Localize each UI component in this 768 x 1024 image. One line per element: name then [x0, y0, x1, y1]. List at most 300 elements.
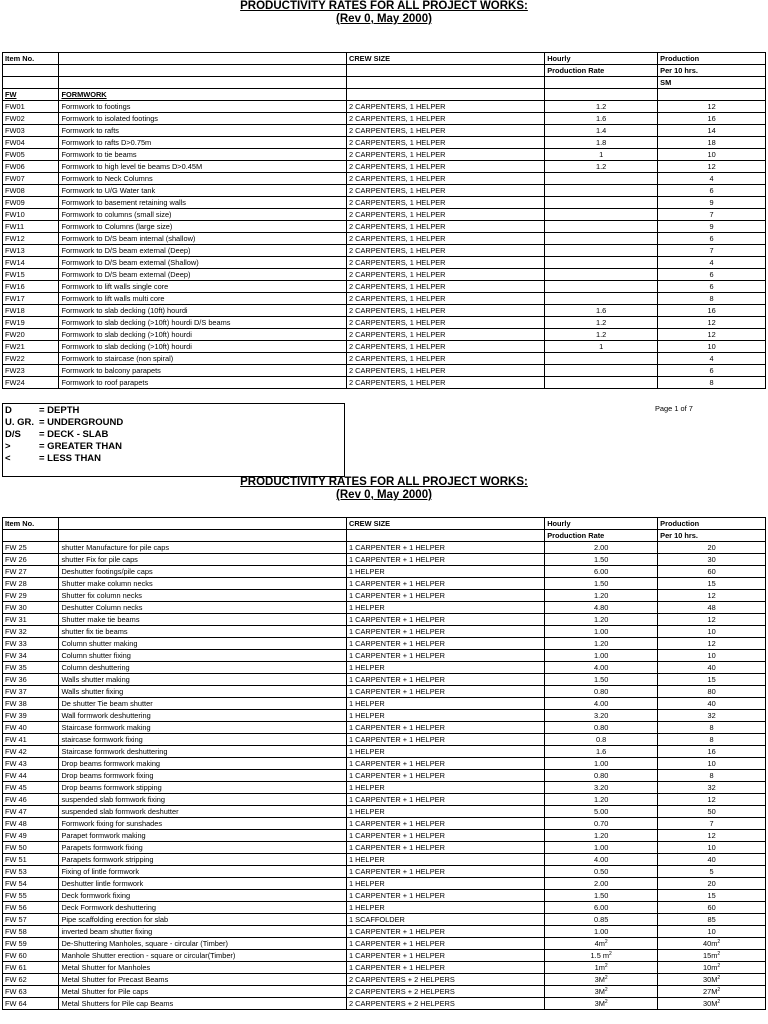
description: De shutter Tie beam shutter — [59, 698, 347, 710]
item-number: FW 45 — [3, 782, 59, 794]
item-number: FW 26 — [3, 554, 59, 566]
crew-size: 2 CARPENTERS, 1 HELPER — [347, 125, 545, 137]
crew-size: 1 CARPENTER + 1 HELPER — [347, 626, 545, 638]
production-per-10-hrs: 16 — [658, 305, 766, 317]
item-number: FW 33 — [3, 638, 59, 650]
table-row — [3, 902, 766, 914]
crew-size: 2 CARPENTERS, 1 HELPER — [347, 137, 545, 149]
description: Drop beams formwork fixing — [59, 770, 347, 782]
production-per-10-hrs: $30M^2$ — [658, 998, 766, 1010]
item-number: FW03 — [3, 125, 59, 137]
hourly-rate — [545, 293, 658, 305]
hourly-rate — [545, 377, 658, 389]
item-number: FW 30 — [3, 602, 59, 614]
item-number: FW01 — [3, 101, 59, 113]
item-number: FW 42 — [3, 746, 59, 758]
description: Formwork to D/S beam internal (shallow) — [59, 233, 347, 245]
table-row — [3, 590, 766, 602]
table-row — [3, 377, 766, 389]
legend-meaning: = LESS THAN — [39, 453, 102, 464]
hourly-rate: 1.00 — [545, 626, 658, 638]
table-row — [3, 293, 766, 305]
description: Formwork to staircase (non spiral) — [59, 353, 347, 365]
table-row — [3, 173, 766, 185]
legend-meaning: = DECK - SLAB — [39, 429, 109, 440]
description: inverted beam shutter fixing — [59, 926, 347, 938]
table-row — [3, 686, 766, 698]
production-per-10-hrs: 9 — [658, 221, 766, 233]
production-per-10-hrs: 12 — [658, 614, 766, 626]
description: Formwork to balcony parapets — [59, 365, 347, 377]
production-per-10-hrs: 6 — [658, 233, 766, 245]
crew-size: 1 HELPER — [347, 854, 545, 866]
description: Formwork fixing for sunshades — [59, 818, 347, 830]
description: Parapets formwork fixing — [59, 842, 347, 854]
item-number: FW 48 — [3, 818, 59, 830]
hourly-rate: $4m^2$ — [545, 938, 658, 950]
crew-size: 1 CARPENTER + 1 HELPER — [347, 926, 545, 938]
production-per-10-hrs: 7 — [658, 209, 766, 221]
crew-size: 1 CARPENTER + 1 HELPER — [347, 830, 545, 842]
table-row — [3, 329, 766, 341]
document-revision: (Rev 0, May 2000) — [336, 13, 432, 25]
item-number: FW 25 — [3, 542, 59, 554]
crew-size: 1 HELPER — [347, 902, 545, 914]
hourly-rate — [545, 197, 658, 209]
item-number: FW 43 — [3, 758, 59, 770]
description: Drop beams formwork making — [59, 758, 347, 770]
hourly-rate — [545, 209, 658, 221]
hourly-rate: 1 — [545, 149, 658, 161]
description: Drop beams formwork stipping — [59, 782, 347, 794]
description: Deshutter footings/pile caps — [59, 566, 347, 578]
description: Manhole Shutter erection - square or circular(Timber) — [59, 950, 347, 962]
legend-entry — [5, 441, 122, 452]
crew-size: 2 CARPENTERS, 1 HELPER — [347, 209, 545, 221]
item-number: FW 57 — [3, 914, 59, 926]
description: Formwork to slab decking (>10ft) hourdi — [59, 329, 347, 341]
hourly-rate: 1.2 — [545, 329, 658, 341]
description: Shutter make column necks — [59, 578, 347, 590]
production-per-10-hrs: $27M^2$ — [658, 986, 766, 998]
hourly-rate: 0.80 — [545, 686, 658, 698]
item-number: FW19 — [3, 317, 59, 329]
item-number: FW 27 — [3, 566, 59, 578]
description: Walls shutter making — [59, 674, 347, 686]
description: Metal Shutter for Precast Beams — [59, 974, 347, 986]
table-row — [3, 830, 766, 842]
hourly-rate: 1.5 $m^2$ — [545, 950, 658, 962]
production-per-10-hrs: $15m^2$ — [658, 950, 766, 962]
hourly-rate — [545, 365, 658, 377]
hourly-rate — [545, 245, 658, 257]
table-row — [3, 986, 766, 998]
description: Column shutter fixing — [59, 650, 347, 662]
section-row — [3, 89, 766, 101]
crew-size: 1 CARPENTER + 1 HELPER — [347, 674, 545, 686]
header-item-no: Item No. — [3, 53, 59, 65]
crew-size: 2 CARPENTERS, 1 HELPER — [347, 353, 545, 365]
production-per-10-hrs: 60 — [658, 566, 766, 578]
section-name: FORMWORK — [59, 89, 347, 101]
crew-size: 1 CARPENTER + 1 HELPER — [347, 686, 545, 698]
item-number: FW 29 — [3, 590, 59, 602]
table-row — [3, 161, 766, 173]
hourly-rate: 1.20 — [545, 830, 658, 842]
table-row — [3, 197, 766, 209]
production-per-10-hrs: 8 — [658, 770, 766, 782]
production-per-10-hrs: 48 — [658, 602, 766, 614]
hourly-rate — [545, 173, 658, 185]
crew-size: 1 HELPER — [347, 698, 545, 710]
crew-size: 2 CARPENTERS, 1 HELPER — [347, 341, 545, 353]
legend-meaning: = DEPTH — [39, 405, 80, 416]
description: Deshutter Column necks — [59, 602, 347, 614]
production-per-10-hrs: 4 — [658, 173, 766, 185]
production-per-10-hrs: 14 — [658, 125, 766, 137]
description: Formwork to D/S beam external (Deep) — [59, 269, 347, 281]
production-per-10-hrs: 18 — [658, 137, 766, 149]
table-row — [3, 281, 766, 293]
hourly-rate: $3M^2$ — [545, 986, 658, 998]
table-row — [3, 794, 766, 806]
header-row — [3, 530, 766, 542]
productivity-table-page-2 — [2, 517, 766, 1010]
item-number: FW11 — [3, 221, 59, 233]
description: Formwork to basement retaining walls — [59, 197, 347, 209]
item-number: FW 47 — [3, 806, 59, 818]
production-per-10-hrs: 10 — [658, 149, 766, 161]
description: Formwork to rafts D>0.75m — [59, 137, 347, 149]
hourly-rate: 1.20 — [545, 794, 658, 806]
header-production: Production — [658, 53, 766, 65]
document-title: PRODUCTIVITY RATES FOR ALL PROJECT WORKS: — [240, 476, 528, 488]
table-row — [3, 578, 766, 590]
hourly-rate: 0.70 — [545, 818, 658, 830]
page-title-2 — [0, 476, 768, 502]
production-per-10-hrs: 12 — [658, 329, 766, 341]
production-per-10-hrs: 12 — [658, 317, 766, 329]
crew-size: 1 HELPER — [347, 710, 545, 722]
production-per-10-hrs: 10 — [658, 842, 766, 854]
production-per-10-hrs: 60 — [658, 902, 766, 914]
table-row — [3, 233, 766, 245]
crew-size: 2 CARPENTERS, 1 HELPER — [347, 113, 545, 125]
table-row — [3, 698, 766, 710]
table-row — [3, 257, 766, 269]
item-number: FW 28 — [3, 578, 59, 590]
crew-size: 2 CARPENTERS, 1 HELPER — [347, 377, 545, 389]
production-per-10-hrs: 5 — [658, 866, 766, 878]
crew-size: 1 HELPER — [347, 806, 545, 818]
item-number: FW05 — [3, 149, 59, 161]
item-number: FW14 — [3, 257, 59, 269]
crew-size: 1 CARPENTER + 1 HELPER — [347, 758, 545, 770]
description: Staircase formwork making — [59, 722, 347, 734]
item-number: FW 34 — [3, 650, 59, 662]
hourly-rate: 1.4 — [545, 125, 658, 137]
table-row — [3, 914, 766, 926]
production-per-10-hrs: 4 — [658, 257, 766, 269]
production-per-10-hrs: 12 — [658, 590, 766, 602]
production-per-10-hrs: 7 — [658, 818, 766, 830]
page-title-1 — [0, 0, 768, 26]
item-number: FW10 — [3, 209, 59, 221]
production-per-10-hrs: 40 — [658, 698, 766, 710]
hourly-rate: 4.00 — [545, 698, 658, 710]
table-row — [3, 806, 766, 818]
description: Formwork to U/G Water tank — [59, 185, 347, 197]
crew-size: 2 CARPENTERS, 1 HELPER — [347, 149, 545, 161]
table-row — [3, 185, 766, 197]
table-row — [3, 722, 766, 734]
production-per-10-hrs: 40 — [658, 854, 766, 866]
description: Formwork to lift walls single core — [59, 281, 347, 293]
hourly-rate: 4.00 — [545, 854, 658, 866]
table-row — [3, 305, 766, 317]
crew-size: 2 CARPENTERS + 2 HELPERS — [347, 986, 545, 998]
description: Wall formwork deshuttering — [59, 710, 347, 722]
production-per-10-hrs: 32 — [658, 782, 766, 794]
table-row — [3, 353, 766, 365]
item-number: FW16 — [3, 281, 59, 293]
header-production-rate: Production Rate — [545, 530, 658, 542]
table-row — [3, 734, 766, 746]
production-per-10-hrs: 40 — [658, 662, 766, 674]
crew-size: 1 CARPENTER + 1 HELPER — [347, 866, 545, 878]
production-per-10-hrs: $40m^2$ — [658, 938, 766, 950]
crew-size: 2 CARPENTERS, 1 HELPER — [347, 161, 545, 173]
production-per-10-hrs: $10m^2$ — [658, 962, 766, 974]
hourly-rate: 1.00 — [545, 650, 658, 662]
production-per-10-hrs: 15 — [658, 890, 766, 902]
description: suspended slab formwork fixing — [59, 794, 347, 806]
production-per-10-hrs: 8 — [658, 722, 766, 734]
production-per-10-hrs: 15 — [658, 674, 766, 686]
crew-size: 2 CARPENTERS, 1 HELPER — [347, 173, 545, 185]
table-row — [3, 113, 766, 125]
hourly-rate: 0.8 — [545, 734, 658, 746]
description: staircase formwork fixing — [59, 734, 347, 746]
item-number: FW 64 — [3, 998, 59, 1010]
item-number: FW07 — [3, 173, 59, 185]
description: shutter Manufacture for pile caps — [59, 542, 347, 554]
hourly-rate: 3.20 — [545, 710, 658, 722]
item-number: FW13 — [3, 245, 59, 257]
hourly-rate — [545, 269, 658, 281]
production-per-10-hrs: 6 — [658, 185, 766, 197]
legend-entry — [5, 453, 101, 464]
item-number: FW 51 — [3, 854, 59, 866]
hourly-rate: 1.00 — [545, 758, 658, 770]
item-number: FW08 — [3, 185, 59, 197]
header-hourly: Hourly — [545, 518, 658, 530]
crew-size: 2 CARPENTERS, 1 HELPER — [347, 197, 545, 209]
item-number: FW 35 — [3, 662, 59, 674]
description: Formwork to Columns (large size) — [59, 221, 347, 233]
hourly-rate — [545, 257, 658, 269]
table-row — [3, 974, 766, 986]
crew-size: 2 CARPENTERS + 2 HELPERS — [347, 974, 545, 986]
table-row — [3, 710, 766, 722]
header-crew-size: CREW SIZE — [347, 53, 545, 65]
table-row — [3, 245, 766, 257]
legend-meaning: = GREATER THAN — [39, 441, 122, 452]
document-revision: (Rev 0, May 2000) — [336, 489, 432, 501]
item-number: FW 50 — [3, 842, 59, 854]
crew-size: 1 HELPER — [347, 602, 545, 614]
table-row — [3, 866, 766, 878]
header-row — [3, 65, 766, 77]
header-row — [3, 53, 766, 65]
crew-size: 1 CARPENTER + 1 HELPER — [347, 650, 545, 662]
production-per-10-hrs: 7 — [658, 245, 766, 257]
hourly-rate: 1.20 — [545, 614, 658, 626]
description: Formwork to slab decking (>10ft) hourdi — [59, 341, 347, 353]
description: shutter fix tie beams — [59, 626, 347, 638]
crew-size: 2 CARPENTERS, 1 HELPER — [347, 233, 545, 245]
crew-size: 1 HELPER — [347, 746, 545, 758]
crew-size: 1 CARPENTER + 1 HELPER — [347, 578, 545, 590]
production-per-10-hrs: 32 — [658, 710, 766, 722]
item-number: FW 61 — [3, 962, 59, 974]
crew-size: 2 CARPENTERS, 1 HELPER — [347, 257, 545, 269]
description: Formwork to slab decking (10ft) hourdi — [59, 305, 347, 317]
hourly-rate: 1.50 — [545, 674, 658, 686]
hourly-rate: 4.80 — [545, 602, 658, 614]
crew-size: 2 CARPENTERS + 2 HELPERS — [347, 998, 545, 1010]
item-number: FW24 — [3, 377, 59, 389]
legend-meaning: = UNDERGROUND — [39, 417, 124, 428]
crew-size: 1 HELPER — [347, 782, 545, 794]
table-row — [3, 341, 766, 353]
hourly-rate: 6.00 — [545, 566, 658, 578]
crew-size: 1 CARPENTER + 1 HELPER — [347, 950, 545, 962]
hourly-rate — [545, 233, 658, 245]
crew-size: 2 CARPENTERS, 1 HELPER — [347, 101, 545, 113]
hourly-rate: 2.00 — [545, 878, 658, 890]
table-row — [3, 950, 766, 962]
item-number: FW 55 — [3, 890, 59, 902]
header-per-10-hrs: Per 10 hrs. — [658, 65, 766, 77]
item-number: FW 49 — [3, 830, 59, 842]
crew-size: 2 CARPENTERS, 1 HELPER — [347, 221, 545, 233]
legend-abbreviation: D — [5, 405, 12, 416]
description: Staircase formwork deshuttering — [59, 746, 347, 758]
table-row — [3, 782, 766, 794]
legend-entry — [5, 417, 123, 428]
production-per-10-hrs: 30 — [658, 554, 766, 566]
hourly-rate: 4.00 — [545, 662, 658, 674]
hourly-rate: 1.2 — [545, 101, 658, 113]
crew-size: 2 CARPENTERS, 1 HELPER — [347, 269, 545, 281]
description: Column deshuttering — [59, 662, 347, 674]
section-code: FW — [3, 89, 59, 101]
hourly-rate: 1.50 — [545, 890, 658, 902]
production-per-10-hrs: 85 — [658, 914, 766, 926]
description: Metal Shutter for Pile caps — [59, 986, 347, 998]
description: Formwork to Neck Columns — [59, 173, 347, 185]
hourly-rate: 2.00 — [545, 542, 658, 554]
item-number: FW 46 — [3, 794, 59, 806]
production-per-10-hrs: 6 — [658, 281, 766, 293]
hourly-rate: 0.50 — [545, 866, 658, 878]
description: Formwork to footings — [59, 101, 347, 113]
crew-size: 2 CARPENTERS, 1 HELPER — [347, 185, 545, 197]
header-unit: SM — [658, 77, 766, 89]
table-row — [3, 662, 766, 674]
hourly-rate: 1 — [545, 341, 658, 353]
production-per-10-hrs: 10 — [658, 926, 766, 938]
table-row — [3, 542, 766, 554]
item-number: FW 36 — [3, 674, 59, 686]
production-per-10-hrs: 12 — [658, 794, 766, 806]
hourly-rate — [545, 185, 658, 197]
table-row — [3, 878, 766, 890]
hourly-rate: 3.20 — [545, 782, 658, 794]
production-per-10-hrs: 12 — [658, 161, 766, 173]
production-per-10-hrs: 15 — [658, 578, 766, 590]
hourly-rate: 1.00 — [545, 842, 658, 854]
header-production-rate: Production Rate — [545, 65, 658, 77]
table-row — [3, 818, 766, 830]
hourly-rate: 1.50 — [545, 554, 658, 566]
production-per-10-hrs: 8 — [658, 734, 766, 746]
item-number: FW15 — [3, 269, 59, 281]
crew-size: 1 CARPENTER + 1 HELPER — [347, 818, 545, 830]
crew-size: 2 CARPENTERS, 1 HELPER — [347, 317, 545, 329]
crew-size: 1 CARPENTER + 1 HELPER — [347, 734, 545, 746]
hourly-rate: $1m^2$ — [545, 962, 658, 974]
table-row — [3, 854, 766, 866]
description: Deck Formwork deshuttering — [59, 902, 347, 914]
description: Column shutter making — [59, 638, 347, 650]
description: Shutter make tie beams — [59, 614, 347, 626]
crew-size: 1 HELPER — [347, 662, 545, 674]
crew-size: 2 CARPENTERS, 1 HELPER — [347, 293, 545, 305]
description: Deck formwork fixing — [59, 890, 347, 902]
item-number: FW 39 — [3, 710, 59, 722]
legend-entry — [5, 429, 108, 440]
item-number: FW 62 — [3, 974, 59, 986]
production-per-10-hrs: 16 — [658, 113, 766, 125]
table-row — [3, 125, 766, 137]
production-per-10-hrs: 50 — [658, 806, 766, 818]
crew-size: 1 HELPER — [347, 878, 545, 890]
description: Walls shutter fixing — [59, 686, 347, 698]
item-number: FW17 — [3, 293, 59, 305]
hourly-rate: 1.8 — [545, 137, 658, 149]
description: suspended slab formwork deshutter — [59, 806, 347, 818]
crew-size: 1 SCAFFOLDER — [347, 914, 545, 926]
crew-size: 1 CARPENTER + 1 HELPER — [347, 770, 545, 782]
crew-size: 2 CARPENTERS, 1 HELPER — [347, 245, 545, 257]
hourly-rate: 0.80 — [545, 770, 658, 782]
table-row — [3, 221, 766, 233]
production-per-10-hrs: $30M^2$ — [658, 974, 766, 986]
table-row — [3, 101, 766, 113]
description: Metal Shutters for Pile cap Beams — [59, 998, 347, 1010]
crew-size: 1 CARPENTER + 1 HELPER — [347, 542, 545, 554]
description: Formwork to D/S beam external (Shallow) — [59, 257, 347, 269]
item-number: FW 41 — [3, 734, 59, 746]
table-row — [3, 842, 766, 854]
item-number: FW18 — [3, 305, 59, 317]
hourly-rate: $3M^2$ — [545, 974, 658, 986]
description: Parapet formwork making — [59, 830, 347, 842]
item-number: FW02 — [3, 113, 59, 125]
crew-size: 1 CARPENTER + 1 HELPER — [347, 794, 545, 806]
